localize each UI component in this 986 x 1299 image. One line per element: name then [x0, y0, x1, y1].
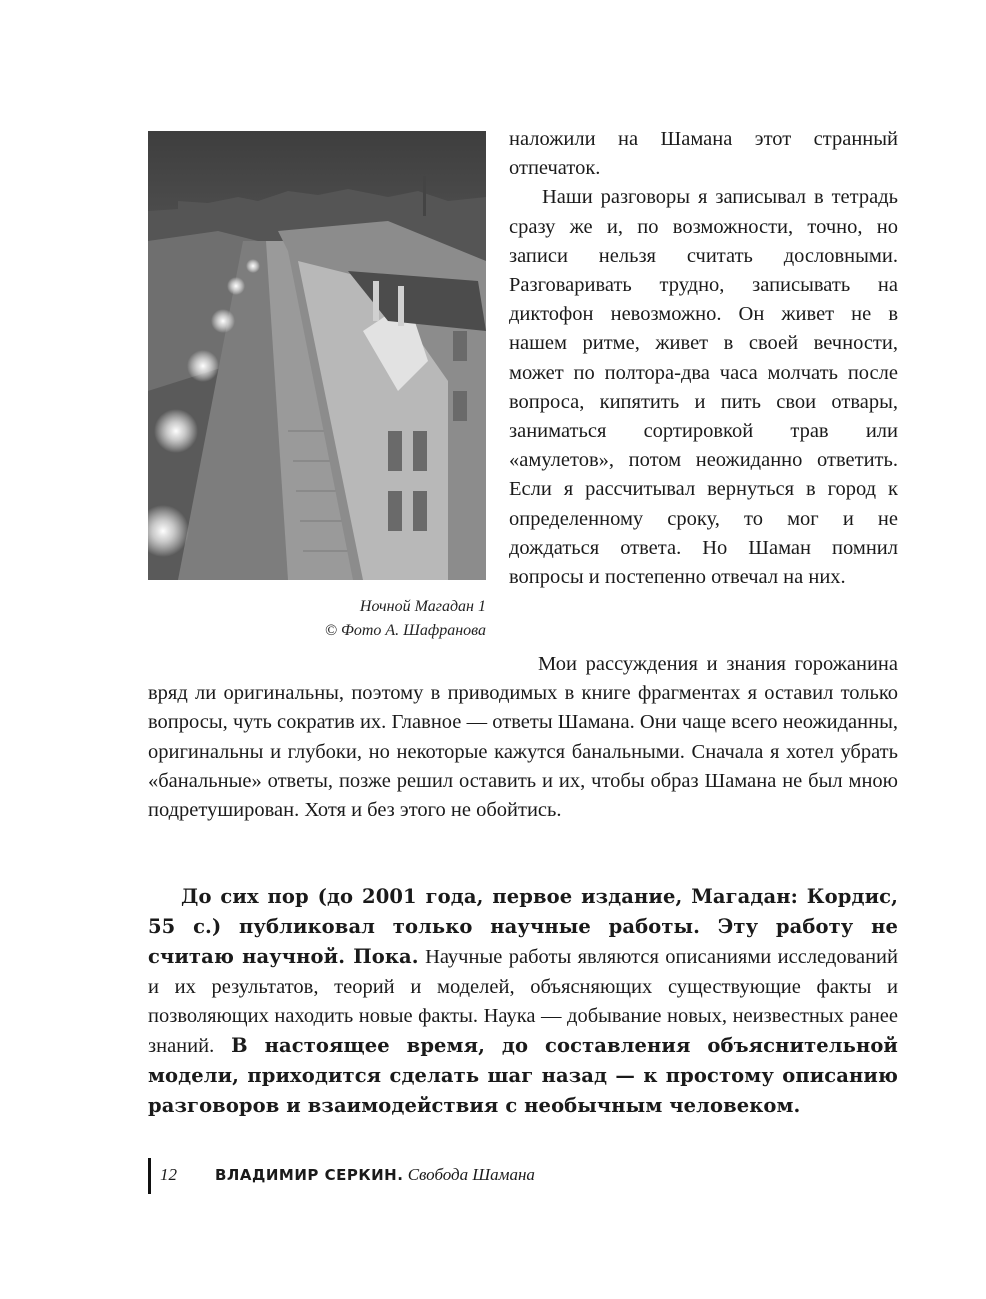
night-city-photo: [148, 131, 486, 580]
caption-title: Ночной Магадан 1: [359, 598, 486, 615]
paragraph-2: Наши разговоры я записывал в тетрадь сразу же и, по возможности, точно, но записи нельзя считать дословными. Разговаривать трудно, записывать на диктофон невозможно. Он живет не в нашем ритме, живет в своей вечности, может по полтора-два часа молчать после вопроса, кипятить и пить свои отвары, заниматься сортировкой трав или «амулетов», потом неожиданно ответить. Если я рассчитывал вернуться в город к определенному сроку, то мог и не дождаться ответа. Но Шаман помнил вопросы и постепенно отвечал на них.: [509, 186, 898, 589]
footer-rule: [148, 1158, 151, 1194]
right-text-column: [509, 125, 898, 592]
running-footer: [160, 1163, 535, 1187]
caption-credit: © Фото А. Шафранова: [324, 622, 486, 639]
paragraph-4-regular: Научные работы являются описаниями исследований и их результатов, теорий и моделей, объясняющих существующие факты и позволяющих находить новые факты. Наука — добывание новых, неизвестных ранее знаний.: [148, 946, 898, 1058]
body-text-block-2: [148, 882, 898, 1122]
street-photo-illustration: [148, 131, 486, 580]
paragraph-4: [148, 882, 898, 1122]
paragraph-1: наложили на Шамана этот странный отпечаток.: [509, 128, 898, 180]
paragraph-3: Мои рассуждения и знания горожанина вряд ли оригинальны, поэтому в приводимых в книге фрагментах я оставил только вопросы, чуть сократив их. Главное — ответы Шамана. Они чаще всего неожиданны, оригинальны и глубоки, но некоторые кажутся банальными. Сначала я хотел убрать «банальные» ответы, позже решил оставить и их, чтобы образ Шамана не был мною подретуширован. Хотя и без этого не обойтись.: [148, 653, 898, 822]
paragraph-4-bold-start: До сих пор (до 2001 года, первое издание, Магадан: Кордис, 55 с.) публиковал только научные работы. Эту работу не считаю научной. Пока.: [148, 885, 898, 969]
footer-book-title: Свобода Шамана: [403, 1165, 535, 1184]
page-number: 12: [160, 1165, 177, 1184]
paragraph-4-bold-end: В настоящее время, до составления объяснительной модели, приходится сделать шаг назад — к простому описанию разговоров и взаимодействия с необычным человеком.: [148, 1034, 898, 1118]
photo-caption: [148, 595, 486, 643]
body-text-block-1: [148, 650, 898, 825]
footer-author: ВЛАДИМИР СЕРКИН.: [215, 1166, 404, 1184]
